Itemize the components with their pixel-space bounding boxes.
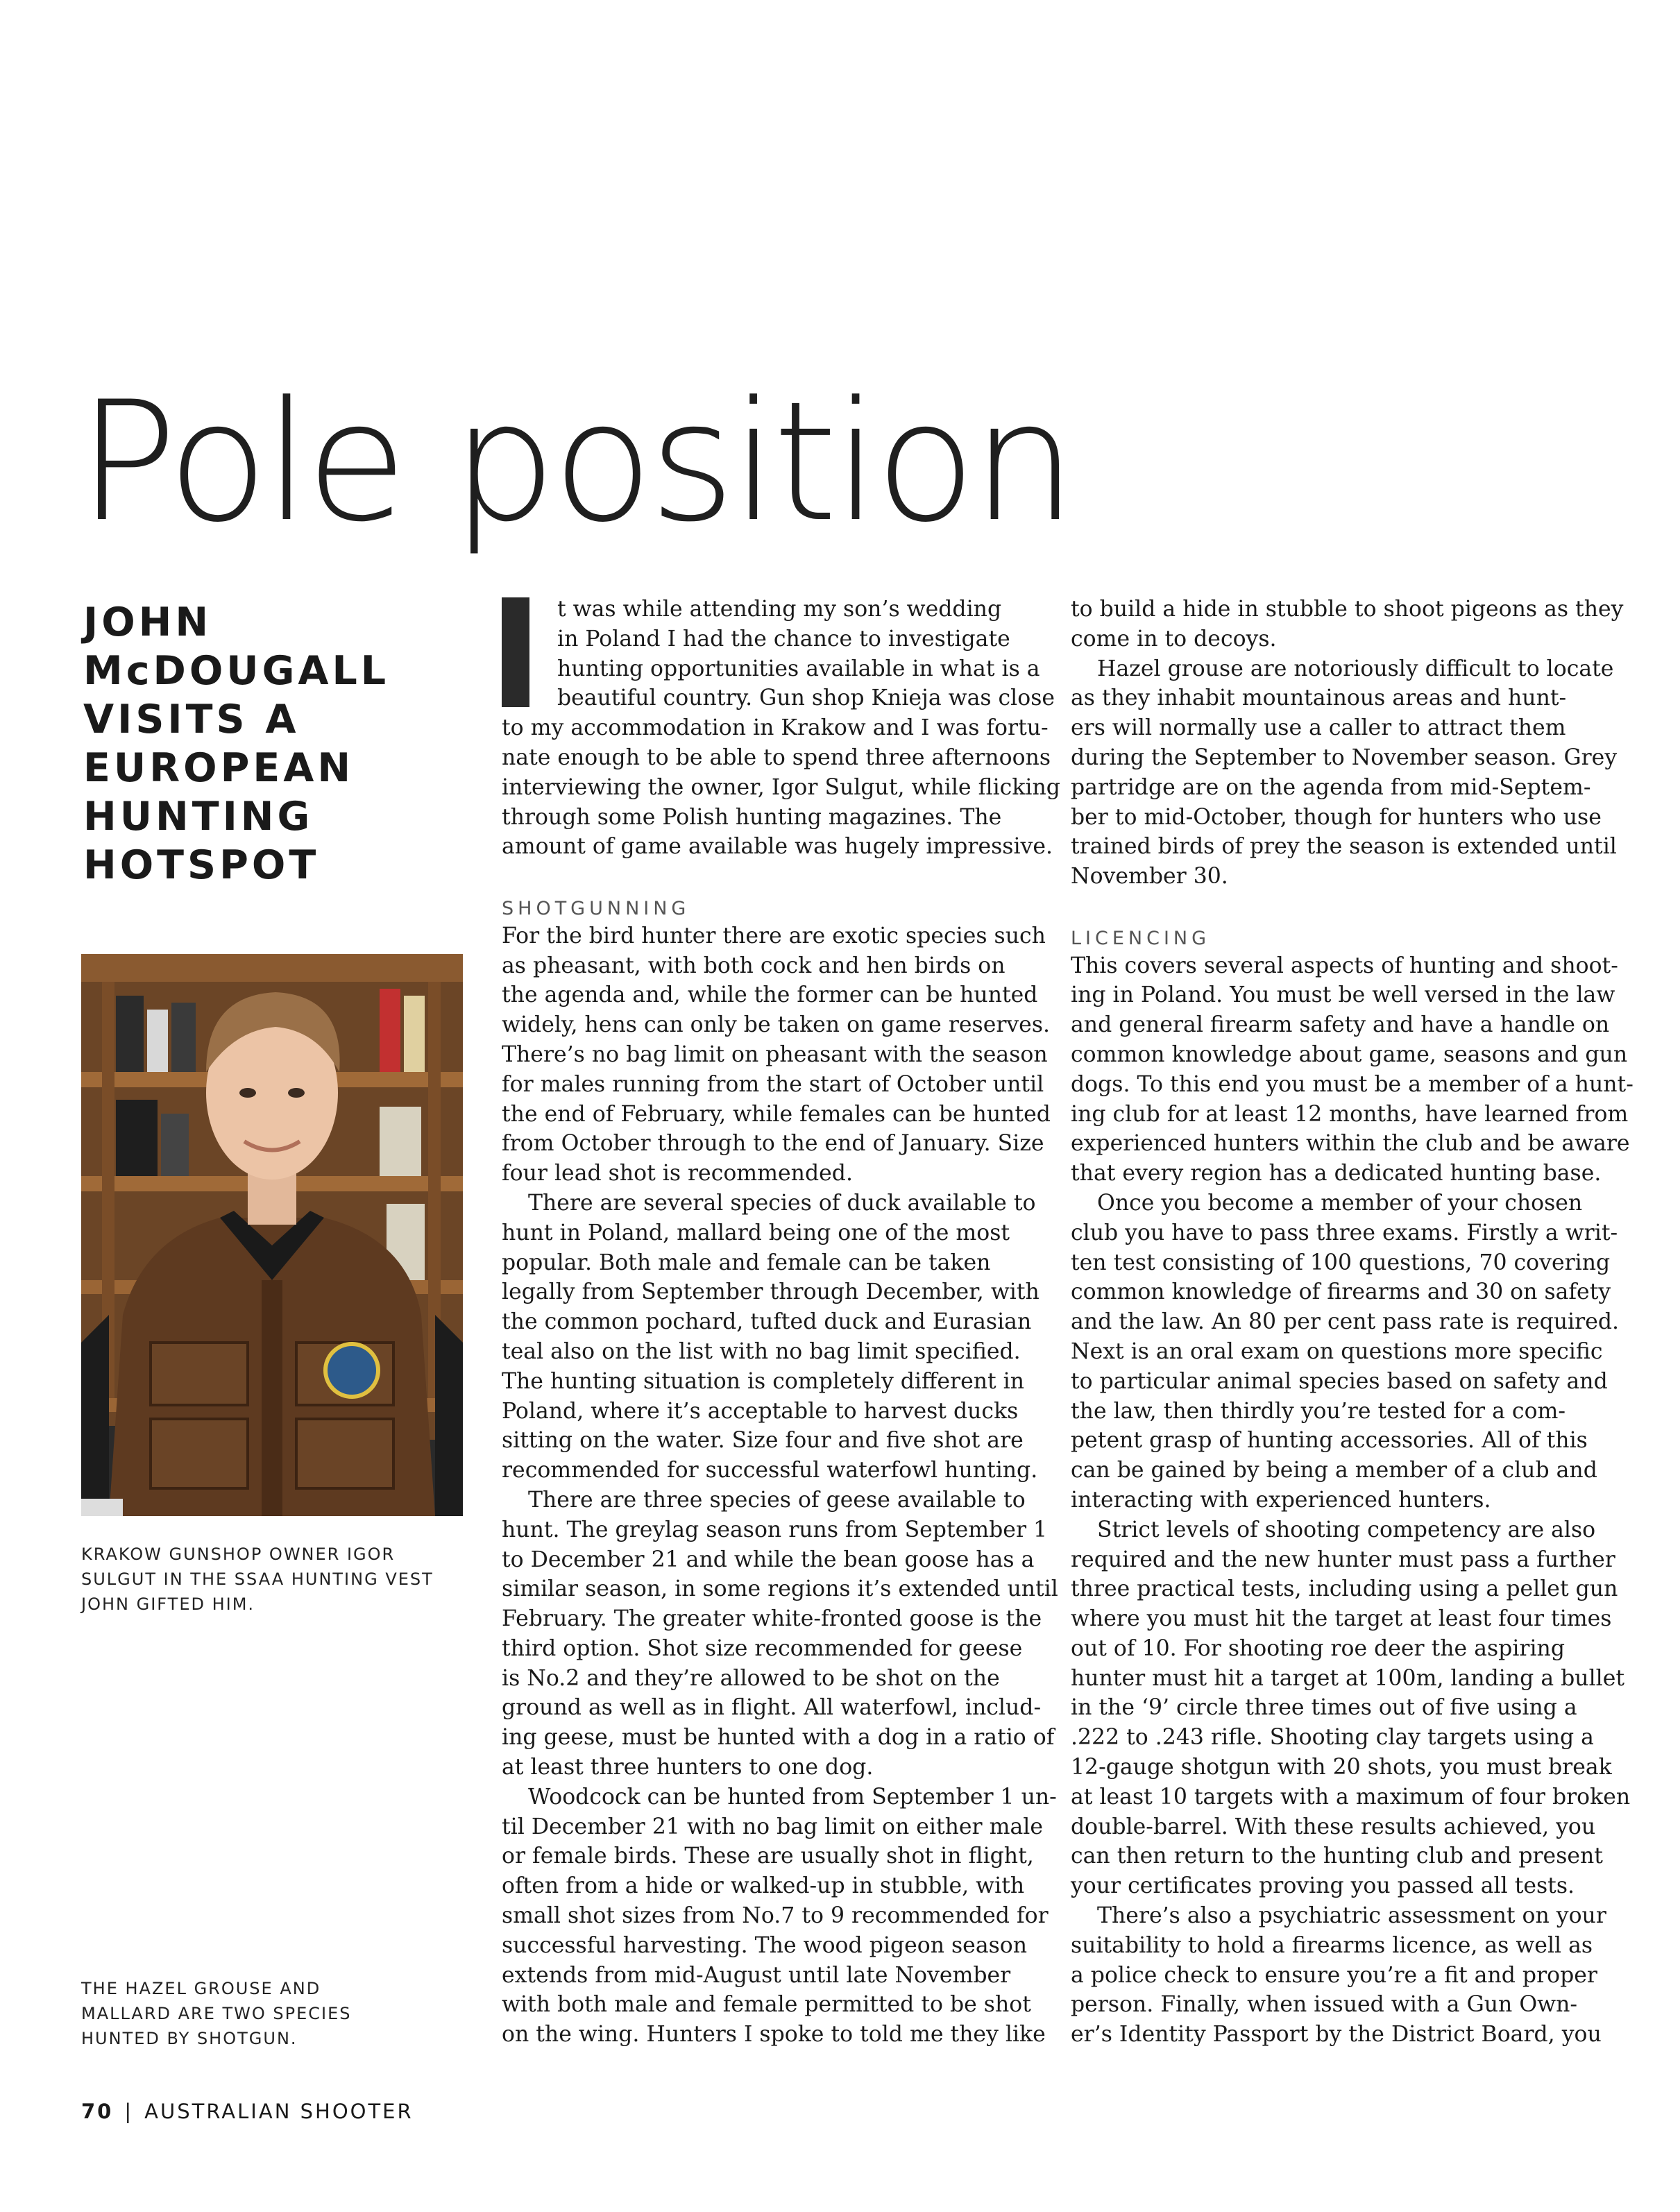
standfirst-line: McDOUGALL — [83, 648, 390, 694]
caption-line: KRAKOW GUNSHOP OWNER IGOR — [81, 1545, 396, 1564]
body-text-line: amount of game available was hugely impressive. — [502, 834, 1053, 860]
body-text-line: beautiful country. Gun shop Knieja was close — [557, 686, 1055, 711]
photo-caption — [81, 1542, 470, 1617]
body-text-line: your certificates proving you passed all tests. — [1071, 1873, 1575, 1899]
article-title: Pole position — [78, 366, 1073, 559]
standfirst-line: JOHN — [83, 599, 212, 645]
body-text-line: This covers several aspects of hunting and shoot- — [1071, 953, 1618, 978]
body-text-line: November 30. — [1071, 864, 1228, 890]
body-text-line: the law, then thirdly you’re tested for a com- — [1071, 1398, 1566, 1424]
body-text-line: during the September to November season. Grey — [1071, 745, 1618, 770]
body-text-line: hunt in Poland, mallard being one of the most — [502, 1220, 1010, 1245]
body-text-line: interacting with experienced hunters. — [1071, 1487, 1491, 1513]
body-text-line: Strict levels of shooting competency are also — [1097, 1517, 1596, 1542]
body-text-line: legally from September through December, with — [502, 1279, 1040, 1305]
body-text-line: extends from mid-August until late November — [502, 1962, 1011, 1988]
body-text-line: widely, hens can only be taken on game reserves. — [502, 1012, 1051, 1038]
body-text-line: out of 10. For shooting roe deer the aspiring — [1071, 1635, 1565, 1661]
body-text-line: in the ‘9’ circle three times out of five using a — [1071, 1695, 1577, 1721]
body-text-line: to build a hide in stubble to shoot pigeons as they — [1071, 597, 1624, 622]
body-text-line: third option. Shot size recommended for geese — [502, 1635, 1023, 1661]
body-text-line: four lead shot is recommended. — [502, 1161, 853, 1186]
body-column-1 — [502, 595, 1060, 2050]
body-text-line: ing geese, must be hunted with a dog in a ratio of — [502, 1725, 1055, 1751]
caption-line: MALLARD ARE TWO SPECIES — [81, 2004, 352, 2023]
body-text-line: to December 21 and while the bean goose has a — [502, 1547, 1035, 1572]
body-text-line: The hunting situation is completely different in — [502, 1368, 1025, 1394]
body-text-line: on the wing. Hunters I spoke to told me they like — [502, 2022, 1046, 2048]
body-text-line: is No.2 and they’re allowed to be shot on the — [502, 1665, 1000, 1691]
body-column-2 — [1071, 595, 1634, 2050]
standfirst — [83, 598, 472, 890]
body-text-line: ing club for at least 12 months, have learned from — [1071, 1101, 1629, 1127]
body-text-line: til December 21 with no bag limit on either male — [502, 1814, 1043, 1839]
body-text-line: There’s also a psychiatric assessment on your — [1097, 1903, 1606, 1929]
body-text-line: interviewing the owner, Igor Sulgut, while flicking — [502, 774, 1060, 800]
body-text-line: where you must hit the target at least four times — [1071, 1606, 1612, 1632]
body-text-line: common knowledge about game, seasons and gun — [1071, 1041, 1628, 1067]
paragraph-spacer — [1071, 892, 1616, 921]
caption-line: JOHN GIFTED HIM. — [81, 1594, 255, 1614]
body-text-line: partridge are on the agenda from mid-Septem- — [1071, 774, 1591, 800]
body-text-line: ten test consisting of 100 questions, 70 covering — [1071, 1250, 1611, 1275]
body-text-line: club you have to pass three exams. Firstly a writ- — [1071, 1220, 1618, 1245]
body-text-line: Next is an oral exam on questions more specific — [1071, 1338, 1603, 1364]
body-text-line: Woodcock can be hunted from September 1 un- — [528, 1784, 1057, 1810]
body-text-line: at least 10 targets with a maximum of four broken — [1071, 1784, 1631, 1810]
body-text-line: sitting on the water. Size four and five shot are — [502, 1428, 1024, 1454]
body-text-line: and the law. An 80 per cent pass rate is required. — [1071, 1309, 1620, 1335]
body-text-line: For the bird hunter there are exotic species such — [502, 923, 1046, 948]
body-text-line: .222 to .243 rifle. Shooting clay targets using a — [1071, 1725, 1594, 1751]
body-text-line: as they inhabit mountainous areas and hunt- — [1071, 686, 1567, 711]
body-text-line: with both male and female permitted to be shot — [502, 1992, 1031, 2018]
body-text-line: ing in Poland. You must be well versed in the law — [1071, 982, 1615, 1008]
body-text-line: dogs. To this end you must be a member of a hunt- — [1071, 1071, 1634, 1097]
body-text-line: from October through to the end of January. Size — [502, 1131, 1044, 1157]
body-text-line: ground as well as in flight. All waterfowl, includ- — [502, 1695, 1042, 1721]
paragraph-spacer — [502, 862, 1047, 892]
caption-line: SULGUT IN THE SSAA HUNTING VEST — [81, 1569, 434, 1589]
section-subhead: LICENCING — [1071, 927, 1211, 949]
body-text-line: to particular animal species based on safety and — [1071, 1368, 1608, 1394]
body-text-line: a police check to ensure you’re a fit and proper — [1071, 1962, 1597, 1988]
body-text-line: the end of February, while females can be hunted — [502, 1101, 1051, 1127]
body-text-line: ers will normally use a caller to attract them — [1071, 715, 1566, 741]
body-text-line: experienced hunters within the club and be aware — [1071, 1131, 1630, 1157]
body-text-line: to my accommodation in Krakow and I was fortu- — [502, 715, 1049, 741]
body-text-line: often from a hide or walked-up in stubble, with — [502, 1873, 1025, 1899]
body-text-line: teal also on the list with no bag limit specified. — [502, 1338, 1021, 1364]
folio — [81, 2100, 414, 2123]
body-text-line: or female birds. These are usually shot in flight, — [502, 1844, 1034, 1869]
body-text-line: t was while attending my son’s wedding — [557, 597, 1002, 622]
drop-cap — [502, 597, 529, 707]
body-text-line: nate enough to be able to spend three afternoons — [502, 745, 1051, 770]
body-text-line: similar season, in some regions it’s extended until — [502, 1576, 1058, 1602]
body-text-line: required and the new hunter must pass a further — [1071, 1547, 1615, 1572]
body-text-line: er’s Identity Passport by the District Board, you — [1071, 2022, 1602, 2048]
body-text-line: recommended for successful waterfowl hunting. — [502, 1458, 1038, 1483]
body-text-line: three practical tests, including using a pellet gun — [1071, 1576, 1618, 1602]
body-text-line: can be gained by being a member of a club and — [1071, 1458, 1597, 1483]
body-text-line: the common pochard, tufted duck and Eurasian — [502, 1309, 1032, 1335]
caption-line: HUNTED BY SHOTGUN. — [81, 2029, 298, 2048]
body-text-line: hunting opportunities available in what is a — [557, 656, 1040, 681]
body-text-line: as pheasant, with both cock and hen birds on — [502, 953, 1006, 978]
body-text-line: in Poland I had the chance to investigate — [557, 626, 1010, 652]
body-text-line: There’s no bag limit on pheasant with the season — [502, 1041, 1048, 1067]
body-text-line: popular. Both male and female can be taken — [502, 1250, 991, 1275]
body-text-line: person. Finally, when issued with a Gun Own- — [1071, 1992, 1578, 2018]
body-text-line: and general firearm safety and have a handle on — [1071, 1012, 1610, 1038]
body-text-line: successful harvesting. The wood pigeon season — [502, 1932, 1028, 1958]
standfirst-line: EUROPEAN — [83, 745, 355, 791]
standfirst-line: VISITS A — [83, 697, 300, 742]
body-text-line: February. The greater white-fronted goose is the — [502, 1606, 1042, 1632]
secondary-caption — [81, 1976, 470, 2051]
body-text-line: Once you become a member of your chosen — [1097, 1190, 1583, 1216]
folio-separator: | — [124, 2100, 134, 2123]
magazine-name: AUSTRALIAN SHOOTER — [144, 2100, 414, 2123]
body-text-line: can then return to the hunting club and present — [1071, 1844, 1603, 1869]
body-text-line: the agenda and, while the former can be hunted — [502, 982, 1038, 1008]
body-text-line: double-barrel. With these results achieved, you — [1071, 1814, 1596, 1839]
body-text-line: ber to mid-October, though for hunters who use — [1071, 804, 1602, 830]
body-text-line: 12-gauge shotgun with 20 shots, you must break — [1071, 1755, 1612, 1780]
page-number: 70 — [81, 2100, 114, 2123]
body-text-line: trained birds of prey the season is extended until — [1071, 834, 1617, 860]
body-text-line: small shot sizes from No.7 to 9 recommended for — [502, 1903, 1049, 1929]
body-text-line: suitability to hold a firearms licence, as well as — [1071, 1932, 1593, 1958]
body-text-line: There are three species of geese available to — [528, 1487, 1026, 1513]
standfirst-line: HUNTING — [83, 794, 314, 840]
body-text-line: Hazel grouse are notoriously difficult to locate — [1097, 656, 1614, 681]
body-text-line: hunt. The greylag season runs from September 1 — [502, 1517, 1048, 1542]
body-text-line: come in to decoys. — [1071, 626, 1277, 652]
body-text-line: Poland, where it’s acceptable to harvest ducks — [502, 1398, 1019, 1424]
body-text-line: petent grasp of hunting accessories. All of this — [1071, 1428, 1588, 1454]
body-text-line: common knowledge of firearms and 30 on safety — [1071, 1279, 1611, 1305]
body-text-line: at least three hunters to one dog. — [502, 1755, 874, 1780]
section-subhead: SHOTGUNNING — [502, 897, 690, 919]
caption-line: THE HAZEL GROUSE AND — [81, 1979, 321, 1998]
body-text-line: hunter must hit a target at 100m, landing a bullet — [1071, 1665, 1625, 1691]
body-text-line: There are several species of duck available to — [528, 1190, 1036, 1216]
standfirst-line: HOTSPOT — [83, 842, 320, 888]
body-text-line: for males running from the start of October until — [502, 1071, 1044, 1097]
body-text-line: that every region has a dedicated hunting base. — [1071, 1161, 1602, 1186]
gunshop-owner-photo — [81, 954, 463, 1516]
body-text-line: through some Polish hunting magazines. The — [502, 804, 1002, 830]
